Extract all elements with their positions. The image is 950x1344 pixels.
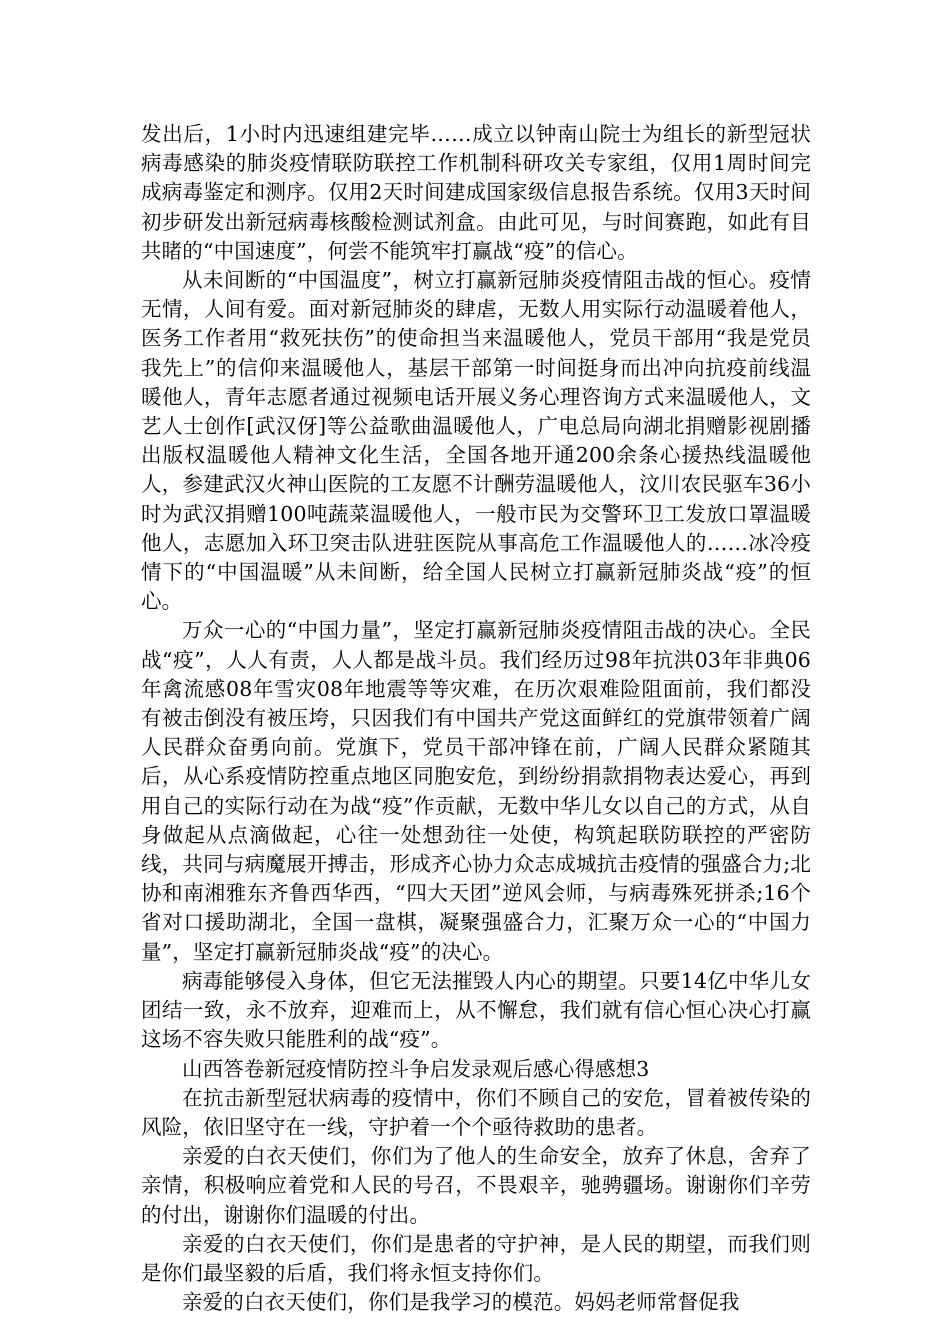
paragraph-frontline: 在抗击新型冠状病毒的疫情中，你们不顾自己的安危，冒着被传染的风险，依旧坚守在一线，守护着一个个亟待救助的患者。 [141, 1085, 811, 1139]
paragraph-china-warmth: 从未间断的“中国温度”，树立打赢新冠肺炎疫情阻击战的恒心。疫情无情，人间有爱。面对新冠肺炎的肆虐，无数人用实际行动温暖着他人，医务工作者用“救死扶伤”的使命担当来温暖他人，党员干部用“我是党员我先上”的信仰来温暖他人，基层干部第一时间挺身而出冲向抗疫前线温暖他人，青年志愿者通过视频电话开展义务心理咨询方式来温暖他人，文艺人士创作[武汉伢]等公益歌曲温暖他人，广电总局向湖北捐赠影视剧播出版权温暖他人精神文化生活，全国各地开通200余条心援热线温暖他人，参建武汉火神山医院的工友愿不计酬劳温暖他人，汶川农民驱车36小时为武汉捐赠100吨蔬菜温暖他人，一般市民为交警环卫工发放口罩温暖他人，志愿加入环卫突击队进驻医院从事高危工作温暖他人的……冰冷疫情下的“中国温暖”从未间断，给全国人民树立打赢新冠肺炎战“疫”的恒心。 [141, 268, 811, 614]
paragraph-china-strength: 万众一心的“中国力量”，坚定打赢新冠肺炎疫情阻击战的决心。全民战“疫”，人人有责，人人都是战斗员。我们经历过98年抗洪03年非典06年禽流感08年雪灾08年地震等等灾难，在历次艰难险阻面前，我们都没有被击倒没有被压垮，只因我们有中国共产党这面鲜红的党旗带领着广阔人民群众奋勇向前。党旗下，党员干部冲锋在前，广阔人民群众紧随其后，从心系疫情防控重点地区同胞安危，到纷纷捐款捐物表达爱心，再到用自己的实际行动在为战“疫”作贡献，无数中华儿女以自己的方式，从自身做起从点滴做起，心往一处想劲往一处使，构筑起联防联控的严密防线，共同与病魔展开搏击，形成齐心协力众志成城抗击疫情的强盛合力;北协和南湘雅东齐鲁西华西，“四大天团”逆风会师，与病毒殊死拼杀;16个省对口援助湖北，全国一盘棋，凝聚强盛合力，汇聚万众一心的“中国力量”，坚定打赢新冠肺炎战“疫”的决心。 [141, 618, 811, 964]
section-heading: 山西答卷新冠疫情防控斗争启发录观后感心得感想3 [182, 1056, 650, 1081]
paragraph-china-speed: 发出后，1小时内迅速组建完毕……成立以钟南山院士为组长的新型冠状病毒感染的肺炎疫情联防联控工作机制科研攻关专家组，仅用1周时间完成病毒鉴定和测序。仅用2天时间建成国家级信息报告系统。仅用3天时间初步研发出新冠病毒核酸检测试剂盒。由此可见，与时间赛跑，如此有目共睹的“中国速度”，何尝不能筑牢打赢战“疫”的信心。 [141, 122, 811, 263]
paragraph-angels-model: 亲爱的白衣天使们，你们是我学习的模范。妈妈老师常督促我 [182, 1290, 740, 1315]
paragraph-hope: 病毒能够侵入身体，但它无法摧毁人内心的期望。只要14亿中华儿女团结一致，永不放弃，迎难而上，从不懈怠，我们就有信心恒心决心打赢这场不容失败只能胜利的战“疫”。 [141, 968, 811, 1052]
paragraph-angels-guardian: 亲爱的白衣天使们，你们是患者的守护神，是人民的期望，而我们则是你们最坚毅的后盾，我们将永恒支持你们。 [141, 1231, 811, 1285]
document-body [141, 120, 811, 1317]
paragraph-angels-sacrifice: 亲爱的白衣天使们，你们为了他人的生命安全，放弃了休息，舍弃了亲情，积极响应着党和人民的号召，不畏艰辛，驰骋疆场。谢谢你们辛劳的付出，谢谢你们温暖的付出。 [141, 1144, 811, 1227]
